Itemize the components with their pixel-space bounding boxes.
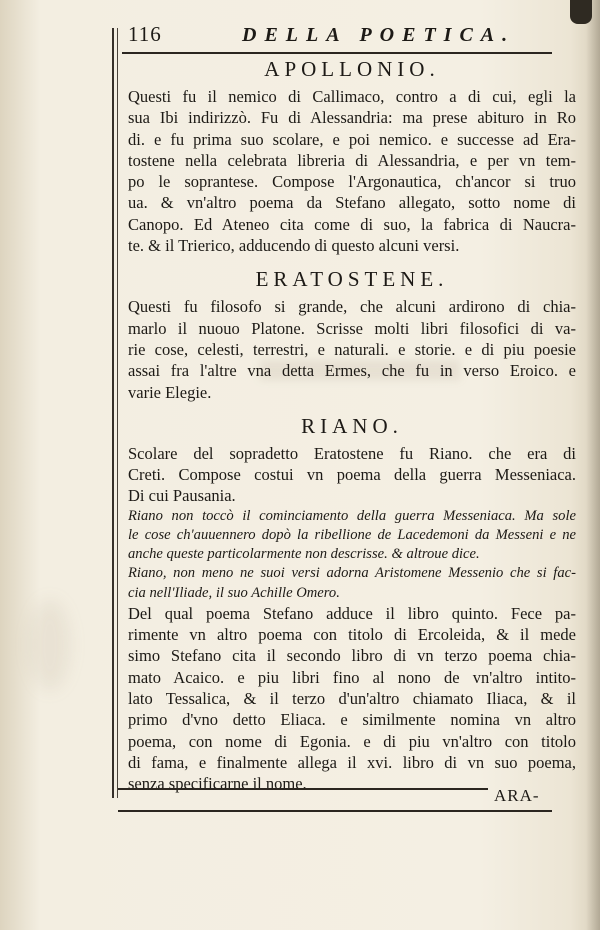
text-column (128, 56, 576, 794)
text-line: ua. & vn'altro poema da Stefano allegato, sotto nome di (128, 193, 576, 213)
text-line: rimente vn altro poema con titolo di Ercoleida, & il mede (128, 625, 576, 645)
paragraph-apollonio (128, 86, 576, 256)
section-title-riano: RIANO. (301, 413, 403, 438)
page-header (122, 22, 552, 48)
text-line: lato Tessalica, & il terzo d'un'altro chiamato Iliaca, & il (128, 688, 576, 708)
left-border-rule-inner (117, 28, 118, 798)
text-line: primo d'vno detto Eliaca. e similmente nomina vn altro (128, 710, 576, 730)
quote-pausania-1 (128, 507, 576, 565)
quote-line: Riano non toccò il cominciamento della guerra Messeniaca. Ma sole (128, 507, 576, 524)
text-line: Scolare del sopradetto Eratostene fu Riano. che era di (128, 443, 576, 463)
text-line: sua Ibi indirizzò. Fu di Alessandria: ma prese abituro in Ro (128, 108, 576, 128)
text-line: Questi fu filosofo si grande, che alcuni ardirono di chia- (128, 297, 576, 317)
footer-rule (118, 788, 488, 790)
quote-pausania-2 (128, 564, 576, 602)
corner-tab (570, 0, 592, 24)
text-line: di fama, e finalmente allega il xvi. libro di vn suo poema, (128, 752, 576, 772)
text-line: Di cui Pausania. (128, 486, 236, 506)
header-rule (122, 52, 552, 54)
text-line: senza specificarne il nome. (128, 774, 307, 794)
text-line: varie Elegie. (128, 382, 212, 402)
paragraph-eratostene (128, 296, 576, 402)
section-title-eratostene: ERATOSTENE. (255, 267, 449, 292)
footer-rule-lower (118, 810, 552, 812)
text-line: tostene nella celebrata libreria di Alessandria, e per vn tem- (128, 150, 576, 170)
quote-line: Riano, non meno ne suoi versi adorna Aristomene Messenio che si fac- (128, 565, 576, 582)
catchword: ARA- (494, 786, 540, 805)
page-number: 116 (128, 22, 162, 46)
section-title-apollonio: APOLLONIO. (264, 57, 440, 81)
text-line: simo Stefano cita il secondo libro di vn terzo poema chia- (128, 646, 576, 666)
text-line: Del qual poema Stefano adduce il libro quinto. Fece pa- (128, 603, 576, 623)
quote-line: le cose ch'auuennero dopò la ribellione de Lacedemoni da Messeni e ne (128, 526, 576, 543)
text-line: po le soprantese. Compose l'Argonautica, ch'ancor si truo (128, 172, 576, 192)
quote-line: anche queste particolarmente non descrisse. & altroue dice. (128, 546, 480, 563)
text-line: assai fra l'altre vna detta Ermes, che fu in verso Eroico. e (128, 361, 576, 381)
paragraph-riano-intro (128, 443, 576, 507)
text-line: marlo il nuouo Platone. Scrisse molti libri filosofici di va- (128, 318, 576, 338)
text-line: mato Acaico. e piu libri fino al nono de vn'altro intito- (128, 667, 576, 687)
text-line: di. e fu prima suo scolare, e poi nemico. e successe ad Era- (128, 129, 576, 149)
text-line: te. & il Trierico, adducendo di questo alcuni versi. (128, 236, 460, 256)
text-line: Canopo. Ed Ateneo cita come di suo, la fabrica di Naucra- (128, 214, 576, 234)
text-line: poema, con nome di Egonia. e di piu vn'altro con titolo (128, 731, 576, 751)
running-title: DELLA POETICA. (242, 24, 516, 46)
text-line: Questi fu il nemico di Callimaco, contro a di cui, egli la (128, 87, 576, 106)
text-line: rie cose, celesti, terrestri, e naturali. e storie. e di piu poesie (128, 339, 576, 359)
paragraph-riano-body (128, 603, 576, 795)
margin-stain (30, 600, 70, 690)
quote-line: cia nell'Iliade, il suo Achille Omero. (128, 584, 340, 601)
page-gutter-shadow (586, 0, 600, 930)
left-border-rule (112, 28, 114, 798)
text-line: Creti. Compose costui vn poema della guerra Messeniaca. (128, 465, 576, 485)
